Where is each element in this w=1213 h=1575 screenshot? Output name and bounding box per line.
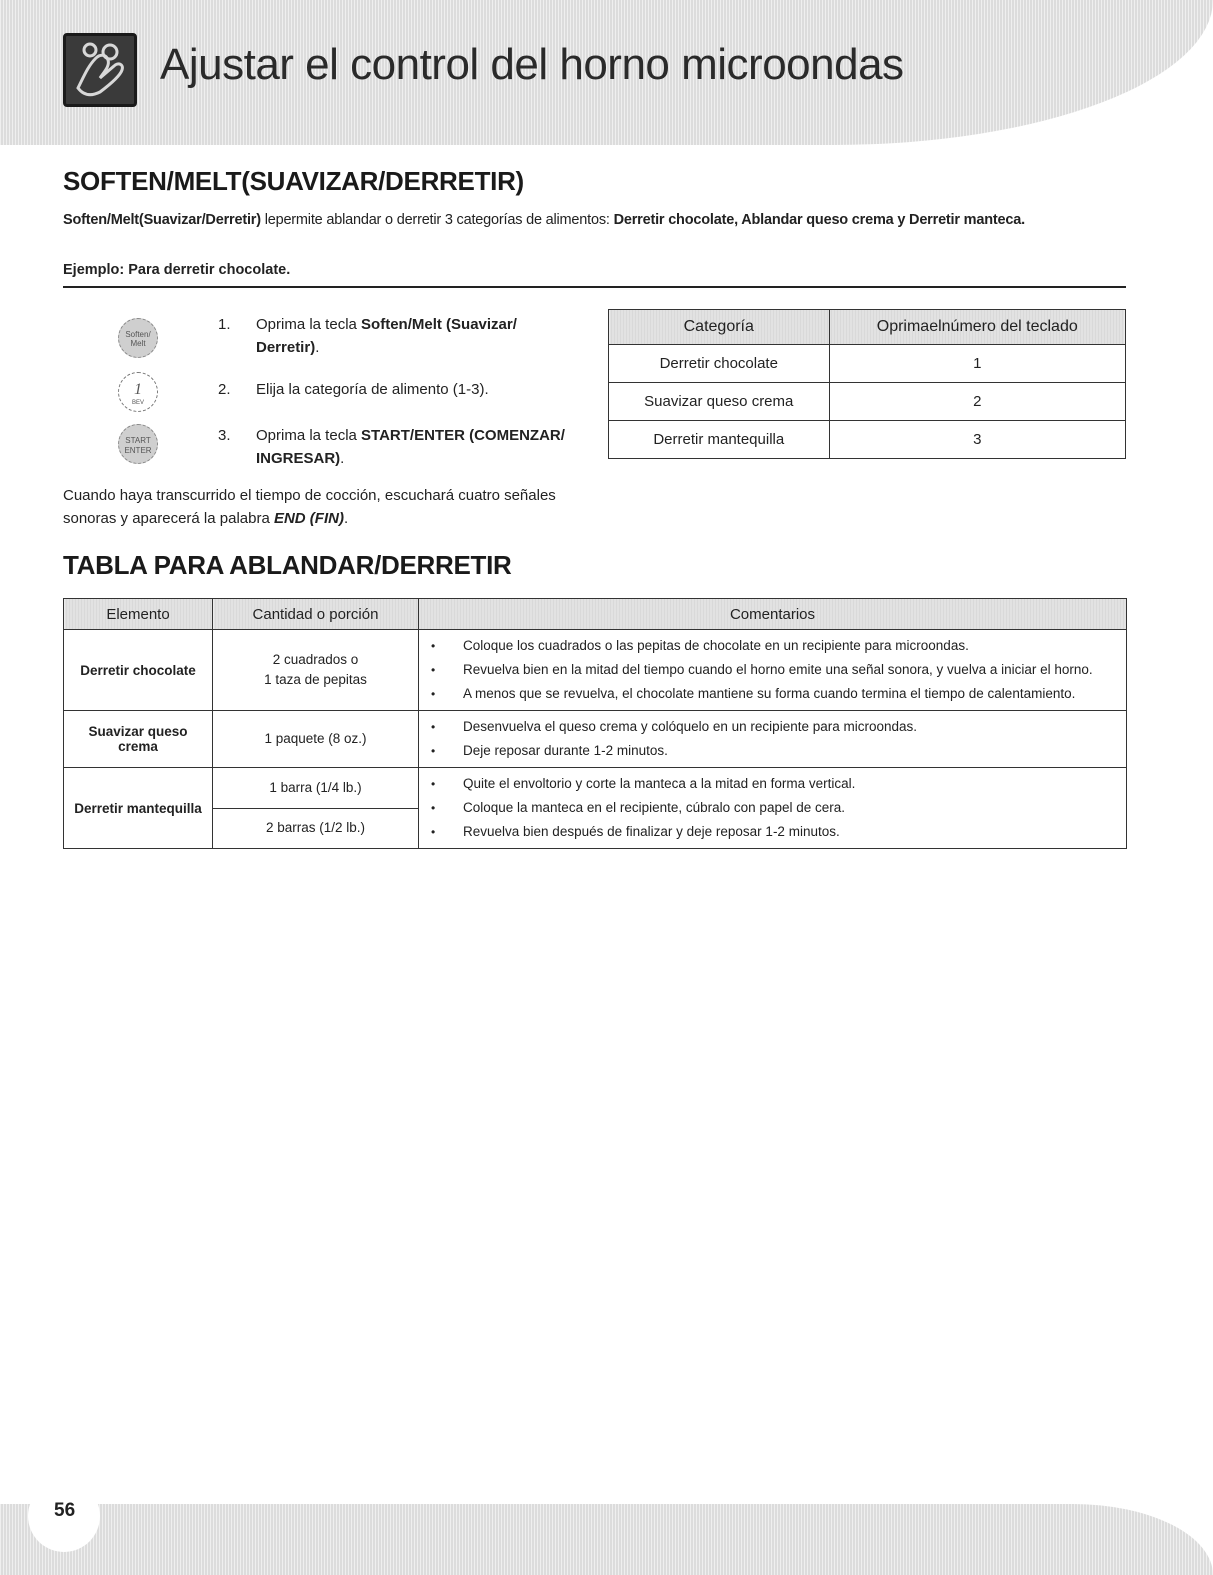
- comment-item: • Coloque los cuadrados o las pepitas de chocolate en un recipiente para microondas.: [429, 634, 1126, 658]
- comment-item: • Revuelva bien después de finalizar y deje reposar 1-2 minutos.: [429, 820, 1126, 844]
- quantity-cell: 2 barras (1/2 lb.): [213, 808, 419, 849]
- section-title-soften-melt: SOFTEN/MELT(SUAVIZAR/DERRETIR): [63, 166, 524, 196]
- intro-paragraph: [63, 212, 1133, 228]
- comment-item: • Deje reposar durante 1-2 minutos.: [429, 739, 1126, 763]
- key-label: BEV: [131, 400, 144, 406]
- quantity-cell: 1 paquete (8 oz.): [213, 711, 419, 768]
- table-cell: Derretir mantequilla: [609, 421, 830, 459]
- quantity-cell: 1 barra (1/4 lb.): [213, 768, 419, 809]
- start-enter-key-icon: [118, 424, 158, 464]
- step-bold-part: Soften/Melt (Suavizar/: [361, 316, 517, 333]
- intro-bold-categories: Derretir chocolate, Ablandar queso crema y Derretir manteca.: [613, 212, 1025, 228]
- comment-item: • A menos que se revuelva, el chocolate mantiene su forma cuando termina el tiempo de calentamiento.: [429, 682, 1126, 706]
- item-cell: [64, 711, 213, 768]
- table-cell: 3: [829, 421, 1125, 459]
- step-bold-part: Derretir): [256, 339, 316, 356]
- table-cell: 2: [829, 383, 1125, 421]
- key-label: 1: [134, 381, 142, 398]
- comments-cell: [419, 630, 1127, 711]
- note-line: sonoras y aparecerá la palabra: [63, 510, 274, 527]
- step-bold-part: INGRESAR): [256, 450, 341, 467]
- soften-melt-key-icon: [118, 318, 158, 358]
- comment-item: • Quite el envoltorio y corte la manteca a la mitad en forma vertical.: [429, 772, 1126, 796]
- table-cell: 1: [829, 345, 1125, 383]
- number-1-key-icon: [118, 372, 158, 412]
- comments-cell: [419, 711, 1127, 768]
- comment-item: • Coloque la manteca en el recipiente, cúbralo con papel de cera.: [429, 796, 1126, 820]
- step-text: Elija la categoría de alimento (1-3).: [256, 381, 489, 398]
- step-text-part: .: [340, 450, 345, 467]
- completion-note: [63, 484, 583, 530]
- quantity-line: 2 cuadrados o: [272, 652, 359, 667]
- section-title-soften-table: TABLA PARA ABLANDAR/DERRETIR: [63, 550, 512, 580]
- item-line: Suavizar queso: [88, 724, 188, 739]
- note-punct: .: [343, 510, 349, 527]
- quantity-line: 1 taza de pepitas: [264, 672, 367, 687]
- column-header: Elemento: [64, 599, 213, 630]
- note-line: Cuando haya transcurrido el tiempo de cocción, escuchará cuatro señales: [63, 487, 556, 504]
- step-number: 3.: [218, 427, 231, 444]
- comment-item: • Desenvuelva el queso crema y colóquelo en un recipiente para microondas.: [429, 715, 1126, 739]
- key-label: ENTER: [124, 446, 152, 455]
- step-number: 1.: [218, 316, 231, 333]
- footer-band: [0, 1504, 1213, 1575]
- item-cell: Derretir chocolate: [64, 630, 213, 711]
- column-header: Cantidad o porción: [213, 599, 419, 630]
- comment-item: • Revuelva bien en la mitad del tiempo cuando el horno emite una señal sonora, y vuelva a iniciar el horno.: [429, 658, 1126, 682]
- table-row: [64, 711, 1127, 768]
- soften-melt-table: [63, 598, 1127, 849]
- step-text-part: Oprima la tecla: [256, 316, 362, 333]
- table-row: [609, 383, 1126, 421]
- column-header: Oprimaelnúmero del teclado: [829, 310, 1125, 345]
- step-number: 2.: [218, 381, 231, 398]
- quantity-cell: [213, 630, 419, 711]
- hand-icon: [63, 33, 137, 107]
- table-cell: Derretir chocolate: [609, 345, 830, 383]
- step-bold-part: START/ENTER (COMENZAR/: [361, 427, 565, 444]
- key-label: Soften/: [125, 330, 151, 339]
- key-label: START: [125, 436, 151, 445]
- page-number: 56: [54, 1500, 76, 1521]
- table-row: [609, 345, 1126, 383]
- column-header: Comentarios: [419, 599, 1127, 630]
- intro-bold-feature: Soften/Melt(Suavizar/Derretir): [63, 212, 261, 228]
- step-text: [256, 313, 517, 359]
- example-label: Ejemplo: Para derretir chocolate.: [63, 262, 291, 278]
- category-table: [608, 309, 1126, 459]
- column-header: Categoría: [609, 310, 830, 345]
- table-row: [64, 630, 1127, 711]
- item-cell: Derretir mantequilla: [64, 768, 213, 849]
- intro-text: lepermite ablandar o derretir 3 categorías de alimentos:: [260, 212, 614, 228]
- page-title: Ajustar el control del horno microondas: [160, 40, 904, 89]
- step-text: [256, 424, 565, 470]
- table-cell: Suavizar queso crema: [609, 383, 830, 421]
- divider: [63, 286, 1126, 288]
- table-row: [64, 768, 1127, 809]
- item-line: crema: [118, 739, 158, 754]
- step-text-part: .: [315, 339, 320, 356]
- key-label: Melt: [130, 339, 146, 348]
- step-text-part: Oprima la tecla: [256, 427, 362, 444]
- comments-cell: [419, 768, 1127, 849]
- end-word: END (FIN): [273, 510, 344, 527]
- table-row: [609, 421, 1126, 459]
